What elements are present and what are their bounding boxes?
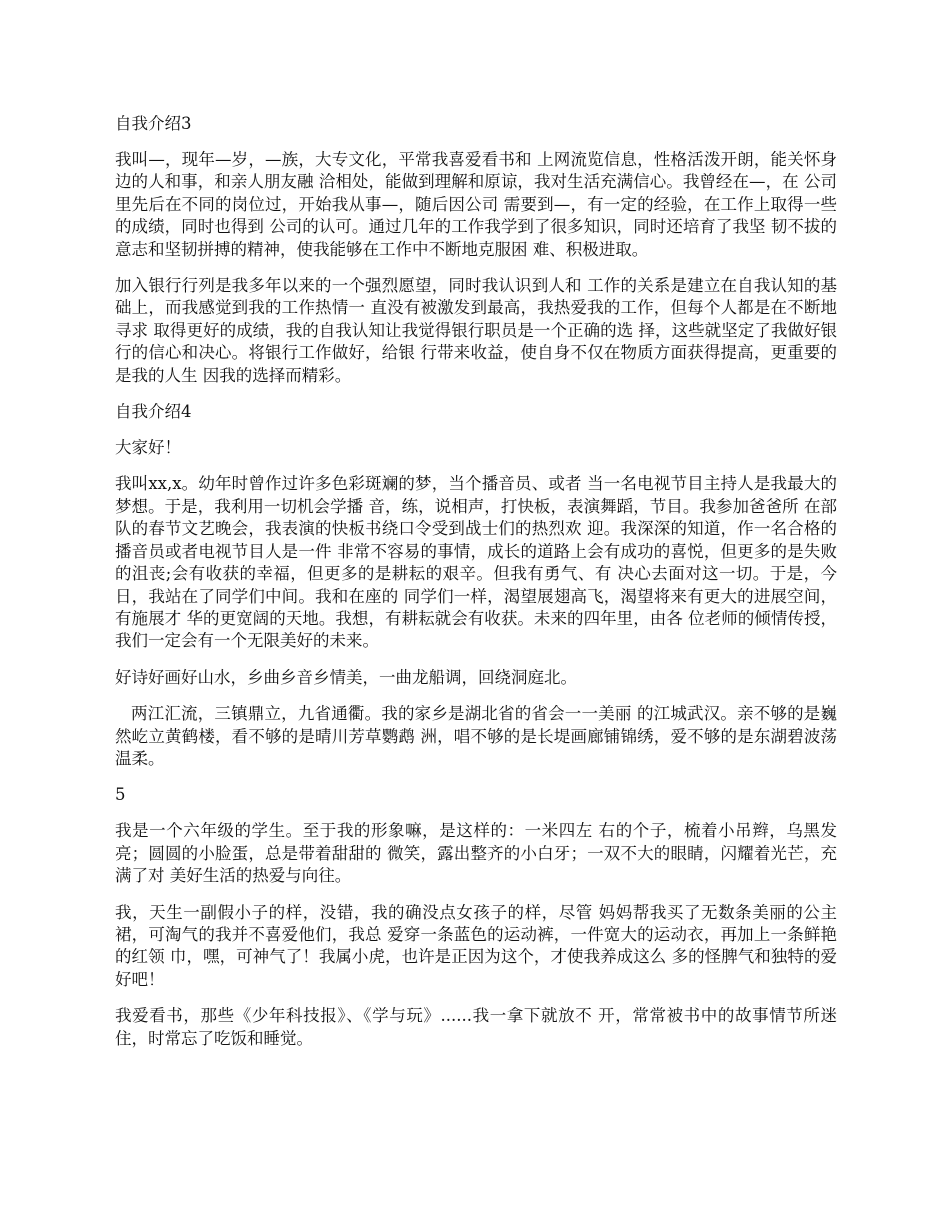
section-heading-4: 自我介绍4: [115, 402, 192, 422]
paragraph: 我叫xx,x。幼年时曾作过许多色彩斑斓的梦，当个播音员、或者 当一名电视节目主持人是我最大的梦想。于是，我利用一切机会学播 音，练，说相声，打快板，表演舞蹈，节目。我参加爸爸所 在部队的春节文艺晚会，我表演的快板书绕口令受到战士们的热烈欢 迎。我深深的知道，作一名合格的播音员或者电视节目人是一件 非常不容易的事情，成长的道路上会有成功的喜悦，但更多的是失败 的沮丧;会有收获的幸福，但更多的是耕耘的艰辛。但我有勇气、有 决心去面对这一切。于是，今日，我站在了同学们中间。我和在座的 同学们一样，渴望展翅高飞，渴望将来有更大的进展空间，有施展才 华的更宽阔的天地。我想，有耕耘就会有收获。未来的四年里，由各 位老师的倾情传授，我们一定会有一个无限美好的未来。: [115, 474, 837, 651]
paragraph: 我叫—，现年—岁，—族，大专文化，平常我喜爱看书和 上网流览信息，性格活泼开朗，能关怀身边的人和事，和亲人朋友融 洽相处，能做到理解和原谅，我对生活充满信心。我曾经在—，在 公司里先后在不同的岗位过，开始我从事—，随后因公司 需要到—，有一定的经验，在工作上取得一些的成绩，同时也得到 公司的认可。通过几年的工作我学到了很多知识，同时还培育了我坚 韧不拔的意志和坚韧拼搏的精神，使我能够在工作中不断地克服困 难、积极进取。: [115, 150, 837, 259]
paragraph: 加入银行行列是我多年以来的一个强烈愿望，同时我认识到人和 工作的关系是建立在自我认知的基础上，而我感觉到我的工作热情一 直没有被激发到最高，我热爱我的工作，但每个人都是在不断地寻求 取得更好的成绩，我的自我认知让我觉得银行职员是一个正确的选 择，这些就坚定了我做好银行的信心和决心。将银行工作做好，给银 行带来收益，使自身不仅在物质方面获得提高，更重要的是我的人生 因我的选择而精彩。: [115, 276, 837, 385]
section-heading-5: 5: [115, 785, 126, 805]
paragraph: 我是一个六年级的学生。至于我的形象嘛，是这样的：一米四左 右的个子，梳着小吊辫，乌黑发亮；圆圆的小脸蛋，总是带着甜甜的 微笑，露出整齐的小白牙；一双不大的眼睛，闪耀着光芒，充满了对 美好生活的热爱与向往。: [115, 821, 837, 886]
paragraph: 两江汇流，三镇鼎立，九省通衢。我的家乡是湖北省的省会一一美丽 的江城武汉。亲不够的是巍然屹立黄鹤楼，看不够的是晴川芳草鹦鹉 洲，唱不够的是长堤画廊铺锦绣，爱不够的是东湖碧波荡温柔。: [115, 704, 837, 768]
greeting: 大家好！: [115, 438, 181, 458]
paragraph: 我爱看书，那些《少年科技报》、《学与玩》......我一拿下就放不 开，常常被书中的故事情节所迷住，时常忘了吃饭和睡觉。: [115, 1006, 837, 1048]
section-heading-3: 自我介绍3: [115, 114, 192, 133]
paragraph: 我，天生一副假小子的样，没错，我的确没点女孩子的样，尽管 妈妈帮我买了无数条美丽的公主裙，可淘气的我并不喜爱他们，我总 爱穿一条蓝色的运动裤，一件宽大的运动衣，再加上一条鲜艳的红领 巾，嘿，可神气了！我属小虎，也许是正因为这个，才使我养成这么 多的怪脾气和独特的爱好吧！: [115, 902, 837, 989]
document-page: [115, 113, 837, 1064]
paragraph: 好诗好画好山水，乡曲乡音乡情美，一曲龙船调，回绕洞庭北。: [115, 667, 577, 687]
